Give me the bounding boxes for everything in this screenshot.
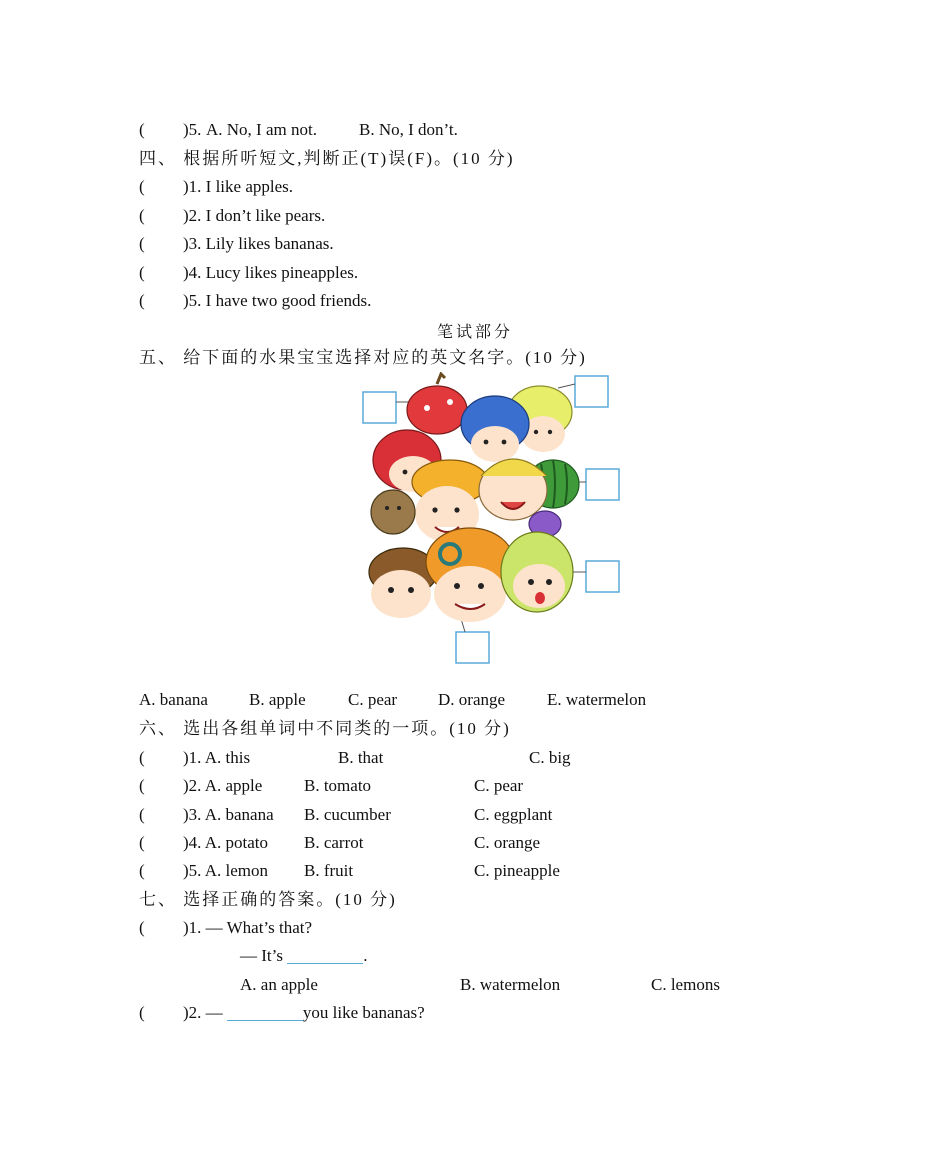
answer-prefix: — It’s (240, 946, 283, 965)
part4-item-1 (139, 176, 293, 198)
option-b: B. tomato (304, 776, 372, 795)
option-a: A. No, I am not. (206, 120, 317, 139)
part7-question-1 (139, 917, 312, 939)
kiwi-baby-icon (371, 490, 415, 534)
question-stem-suffix: you like bananas? (302, 1003, 425, 1022)
option-b: B. fruit (304, 861, 354, 880)
apple-baby-icon (407, 374, 467, 434)
answer-paren[interactable]: ( (139, 776, 145, 795)
section-4-title: 四、 根据所听短文,判断正(T)误(F)。(10 分) (139, 149, 515, 168)
item-text: )2. I don’t like pears. (183, 206, 326, 225)
option-a: )3. A. banana (183, 805, 274, 824)
option-a: )4. A. potato (183, 833, 268, 852)
option-c: C. pear (474, 776, 524, 795)
answer-paren[interactable]: ( (139, 833, 145, 852)
answer-paren[interactable]: ( (139, 234, 145, 253)
question-stem: )1. — What’s that? (183, 918, 313, 937)
answer-paren[interactable]: ( (139, 805, 145, 824)
part4-item-3 (139, 233, 334, 255)
part7-question-1-options (240, 974, 720, 996)
item-text: )4. Lucy likes pineapples. (183, 263, 359, 282)
part7-question-1-answer (240, 945, 367, 967)
option-b: B. cucumber (304, 805, 391, 824)
answer-box-1[interactable] (363, 392, 396, 423)
option-c: C. eggplant (474, 805, 553, 824)
section-7-title: 七、 选择正确的答案。(10 分) (139, 890, 397, 909)
answer-paren[interactable]: ( (139, 177, 145, 196)
answer-paren[interactable]: ( (139, 861, 145, 880)
answer-paren[interactable]: ( (139, 748, 145, 767)
option-c: C. big (529, 748, 571, 767)
answer-box-2[interactable] (575, 376, 608, 407)
section-6-title: 六、 选出各组单词中不同类的一项。(10 分) (139, 719, 511, 738)
answer-box-4[interactable] (586, 561, 619, 592)
blueberry-baby-icon (461, 396, 529, 462)
fruit-babies-illustration (355, 372, 627, 668)
answer-paren[interactable]: ( (139, 291, 145, 310)
option-a: A. an apple (240, 975, 318, 994)
section-5-title: 五、 给下面的水果宝宝选择对应的英文名字。(10 分) (139, 348, 587, 367)
part7-question-2 (139, 1002, 425, 1024)
part4-item-2 (139, 205, 325, 227)
option-a: )5. A. lemon (183, 861, 268, 880)
part5-option-e: E. watermelon (547, 690, 647, 709)
part6-item-2 (139, 775, 524, 797)
option-c: C. pineapple (474, 861, 560, 880)
green-pear-baby-icon (501, 532, 573, 612)
answer-suffix: . (363, 946, 368, 965)
option-b: B. carrot (304, 833, 364, 852)
option-b: B. watermelon (460, 975, 561, 994)
answer-box-5[interactable] (456, 632, 489, 663)
answer-paren[interactable]: ( (139, 263, 145, 282)
answer-paren[interactable]: ( (139, 120, 145, 139)
part3-question-5 (139, 119, 458, 141)
part5-option-a: A. banana (139, 690, 208, 709)
question-number: )5. (183, 120, 202, 139)
option-c: C. lemons (651, 975, 720, 994)
part6-item-3 (139, 804, 553, 826)
part6-item-1 (139, 747, 571, 769)
part5-option-c: C. pear (348, 690, 398, 709)
item-text: )1. I like apples. (183, 177, 293, 196)
written-part-heading: 笔试部分 (436, 324, 513, 341)
answer-box-3[interactable] (586, 469, 619, 500)
part5-option-d: D. orange (438, 690, 506, 709)
item-text: )3. Lily likes bananas. (183, 234, 334, 253)
option-b: B. that (338, 748, 384, 767)
fill-blank[interactable] (227, 1004, 303, 1021)
item-text: )5. I have two good friends. (183, 291, 372, 310)
option-a: )2. A. apple (183, 776, 263, 795)
part4-item-5 (139, 290, 371, 312)
question-stem-prefix: )2. — (183, 1003, 223, 1022)
answer-paren[interactable]: ( (139, 918, 145, 937)
option-b: B. No, I don’t. (359, 120, 458, 139)
option-c: C. orange (474, 833, 541, 852)
part6-item-5 (139, 860, 560, 882)
answer-paren[interactable]: ( (139, 206, 145, 225)
answer-paren[interactable]: ( (139, 1003, 145, 1022)
part5-option-b: B. apple (249, 690, 306, 709)
part4-item-4 (139, 262, 358, 284)
option-a: )1. A. this (183, 748, 251, 767)
fill-blank[interactable] (287, 947, 363, 964)
lemon-baby-icon (479, 459, 547, 520)
part6-item-4 (139, 832, 541, 854)
